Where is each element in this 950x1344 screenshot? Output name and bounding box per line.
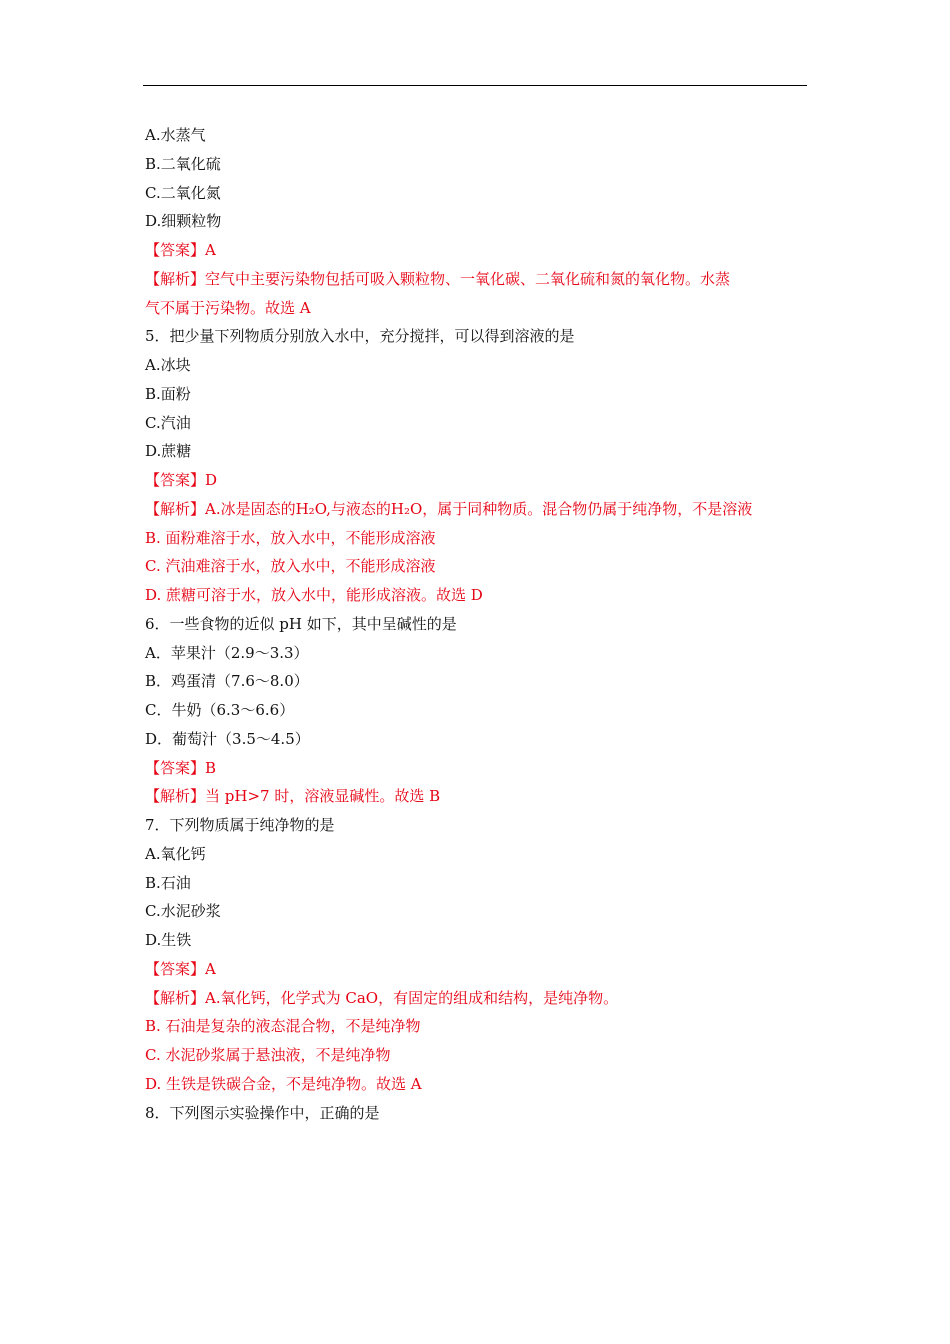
text-line: C.二氧化氮 (145, 183, 221, 202)
text-line: A．苹果汁（2.9～3.3） (145, 643, 309, 662)
text-line: B.面粉 (145, 384, 191, 403)
header-rule (143, 85, 807, 86)
text-line: C.水泥砂浆 (145, 902, 221, 921)
text-line: A.水蒸气 (145, 126, 206, 144)
text-line: D.蔗糖 (145, 442, 192, 461)
text-line: A.冰块 (145, 356, 191, 374)
text-line: D. 蔗糖可溶于水，放入水中，能形成溶液。故选 D (145, 586, 483, 604)
text-line: 【解析】A.冰是固态的H₂O,与液态的H₂O，属于同种物质。混合物仍属于纯净物，不是溶液 (145, 499, 753, 518)
text-line: B.二氧化硫 (145, 154, 221, 173)
text-line: 【答案】D (145, 471, 218, 489)
text-line: 5．把少量下列物质分别放入水中，充分搅拌，可以得到溶液的是 (145, 327, 575, 346)
text-line: 6．一些食物的近似 pH 如下，其中呈碱性的是 (145, 614, 457, 633)
text-line: 【答案】A (145, 241, 216, 259)
text-line: D．葡萄汁（3.5～4.5） (145, 729, 310, 748)
text-line: C. 汽油难溶于水，放入水中，不能形成溶液 (145, 557, 436, 576)
text-line: 【答案】B (145, 758, 217, 777)
text-line: C. 水泥砂浆属于悬浊液，不是纯净物 (145, 1046, 391, 1064)
text-line: D.生铁 (145, 931, 192, 949)
text-line: B. 面粉难溶于水，放入水中，不能形成溶液 (145, 528, 436, 547)
text-line: 【解析】当 pH>7 时，溶液显碱性。故选 B (145, 787, 441, 806)
text-line: C.汽油 (145, 413, 191, 432)
text-line: B．鸡蛋清（7.6～8.0） (145, 672, 309, 691)
text-line: 【解析】A.氧化钙，化学式为 CaO，有固定的组成和结构，是纯净物。 (145, 988, 619, 1007)
text-line: D. 生铁是铁碳合金，不是纯净物。故选 A (145, 1074, 422, 1093)
text-line: 气不属于污染物。故选 A (145, 298, 311, 317)
text-line: B. 石油是复杂的液态混合物，不是纯净物 (145, 1017, 421, 1036)
text-line: A.氧化钙 (145, 844, 206, 863)
document-body (145, 121, 809, 1127)
text-line: 【答案】A (145, 959, 216, 978)
text-line: C．牛奶（6.3～6.6） (145, 701, 295, 719)
text-line: B.石油 (145, 873, 191, 892)
text-line: 8．下列图示实验操作中，正确的是 (145, 1103, 380, 1122)
text-line: D.细颗粒物 (145, 212, 222, 231)
text-line: 【解析】空气中主要污染物包括可吸入颗粒物、一氧化碳、二氧化硫和氮的氧化物。水蒸 (145, 269, 731, 288)
text-line: 7．下列物质属于纯净物的是 (145, 816, 335, 834)
